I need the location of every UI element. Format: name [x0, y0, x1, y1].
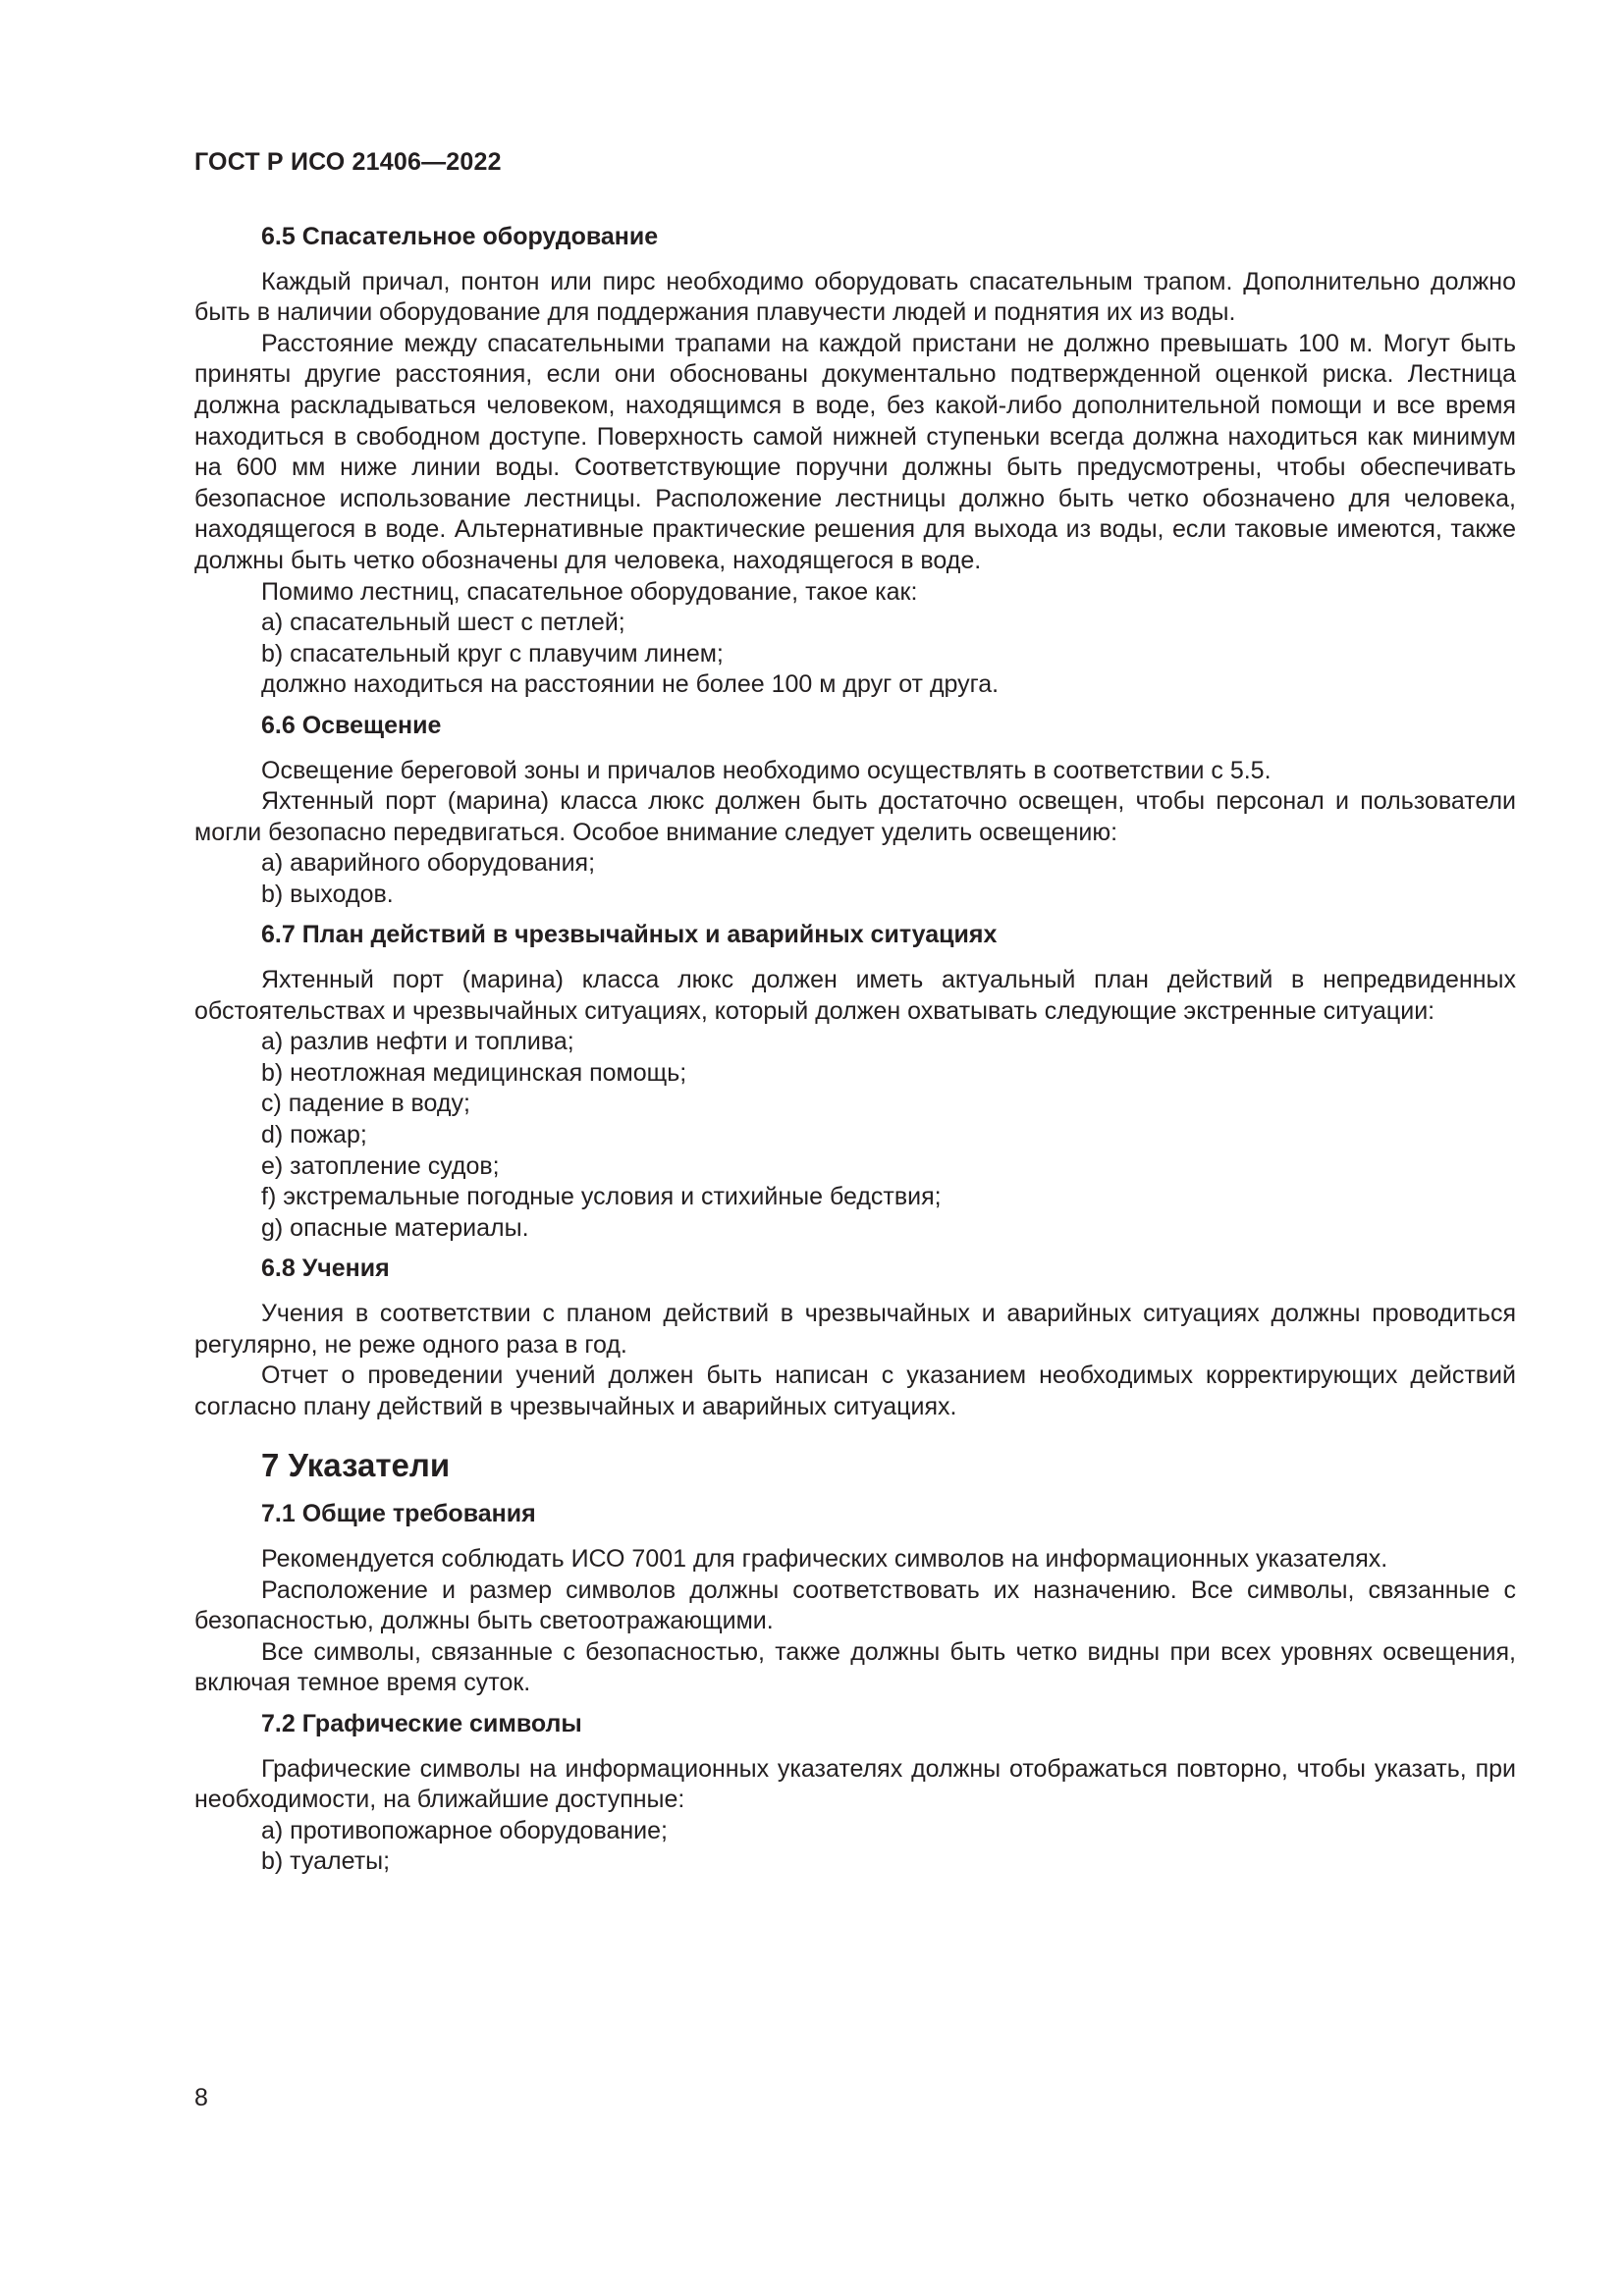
- paragraph: Яхтенный порт (марина) класса люкс должен быть достаточно освещен, чтобы персонал и пользователи могли безопасно передвигаться. Особое внимание следует уделить освещению:: [194, 787, 1516, 846]
- list-item: b) спасательный круг с плавучим линем;: [261, 639, 724, 667]
- section-heading: 6.5 Спасательное оборудование: [261, 223, 659, 250]
- list-item: b) неотложная медицинская помощь;: [261, 1058, 687, 1087]
- page-number: 8: [194, 2084, 208, 2111]
- section-heading: 6.7 План действий в чрезвычайных и аварийных ситуациях: [261, 921, 998, 949]
- section-heading: 6.8 Учения: [261, 1255, 390, 1283]
- list-item: b) выходов.: [261, 880, 394, 908]
- list-item: b) туалеты;: [261, 1847, 391, 1876]
- paragraph: Освещение береговой зоны и причалов необходимо осуществлять в соответствии с 5.5.: [261, 756, 1272, 784]
- list-item: a) противопожарное оборудование;: [261, 1816, 668, 1844]
- section-6-6: [194, 711, 1516, 911]
- paragraph: Расположение и размер символов должны соответствовать их назначению. Все символы, связанные с безопасностью, должны быть светоотражающими.: [194, 1575, 1516, 1635]
- paragraph: Отчет о проведении учений должен быть написан с указанием необходимых корректирующих действий согласно плану действий в чрезвычайных и аварийных ситуациях.: [194, 1362, 1516, 1420]
- section-7-1: [194, 1499, 1516, 1699]
- section-7-2: [194, 1709, 1516, 1878]
- section-6-8: [194, 1254, 1516, 1422]
- section-6-7: [194, 920, 1516, 1244]
- paragraph: Каждый причал, понтон или пирс необходимо оборудовать спасательным трапом. Дополнительно должно быть в наличии оборудование для поддержания плавучести людей и поднятия их из воды.: [194, 267, 1516, 327]
- list-item: c) падение в воду;: [261, 1090, 470, 1118]
- list-item: a) аварийного оборудования;: [261, 849, 596, 878]
- section-heading: 7.2 Графические символы: [261, 1709, 582, 1737]
- section-heading: 7.1 Общие требования: [261, 1500, 536, 1528]
- paragraph: должно находиться на расстоянии не более 100 м друг от друга.: [261, 670, 1000, 699]
- paragraph: Учения в соответствии с планом действий в чрезвычайных и аварийных ситуациях должны проводиться регулярно, не реже одного раза в год.: [194, 1300, 1516, 1359]
- paragraph: Помимо лестниц, спасательное оборудование, такое как:: [261, 577, 918, 606]
- list-item: f) экстремальные погодные условия и стихийные бедствия;: [261, 1183, 942, 1211]
- section-heading: 6.6 Освещение: [261, 711, 442, 739]
- list-item: a) спасательный шест с петлей;: [261, 609, 625, 637]
- list-item: a) разлив нефти и топлива;: [261, 1028, 574, 1056]
- paragraph: Все символы, связанные с безопасностью, также должны быть четко видны при всех уровнях освещения, включая темное время суток.: [194, 1637, 1516, 1697]
- list-item: e) затопление судов;: [261, 1151, 500, 1180]
- list-item: g) опасные материалы.: [261, 1213, 529, 1242]
- section-6-5: [194, 222, 1516, 701]
- document-header: ГОСТ Р ИСО 21406—2022: [194, 148, 502, 176]
- paragraph: Яхтенный порт (марина) класса люкс должен иметь актуальный план действий в непредвиденных обстоятельствах и чрезвычайных ситуациях, который должен охватывать следующие экстренные ситуации:: [194, 966, 1516, 1025]
- list-item: d) пожар;: [261, 1121, 367, 1149]
- paragraph: Рекомендуется соблюдать ИСО 7001 для графических символов на информационных указателях.: [261, 1544, 1388, 1573]
- paragraph: Графические символы на информационных указателях должны отображаться повторно, чтобы указать, при необходимости, на ближайшие доступные:: [194, 1754, 1516, 1814]
- chapter-heading: 7 Указатели: [261, 1447, 451, 1484]
- paragraph: Расстояние между спасательными трапами на каждой пристани не должно превышать 100 м. Могут быть приняты другие расстояния, если они обоснованы документально подтвержденной оценкой риска. Лестница должна раскладываться человеком, находящимся в воде, без какой-либо дополнительной помощи и все время находиться в свободном доступе. Поверхность самой нижней ступеньки всегда должна находиться как минимум на 600 мм ниже линии воды. Соответствующие поручни должны быть предусмотрены, чтобы обеспечивать безопасное использование лестницы. Расположение лестницы должно быть четко обозначено для человека, находящегося в воде. Альтернативные практические решения для выхода из воды, если таковые имеются, также должны быть четко обозначены для человека, находящегося в воде.: [194, 329, 1516, 574]
- document-body: [194, 222, 1516, 1888]
